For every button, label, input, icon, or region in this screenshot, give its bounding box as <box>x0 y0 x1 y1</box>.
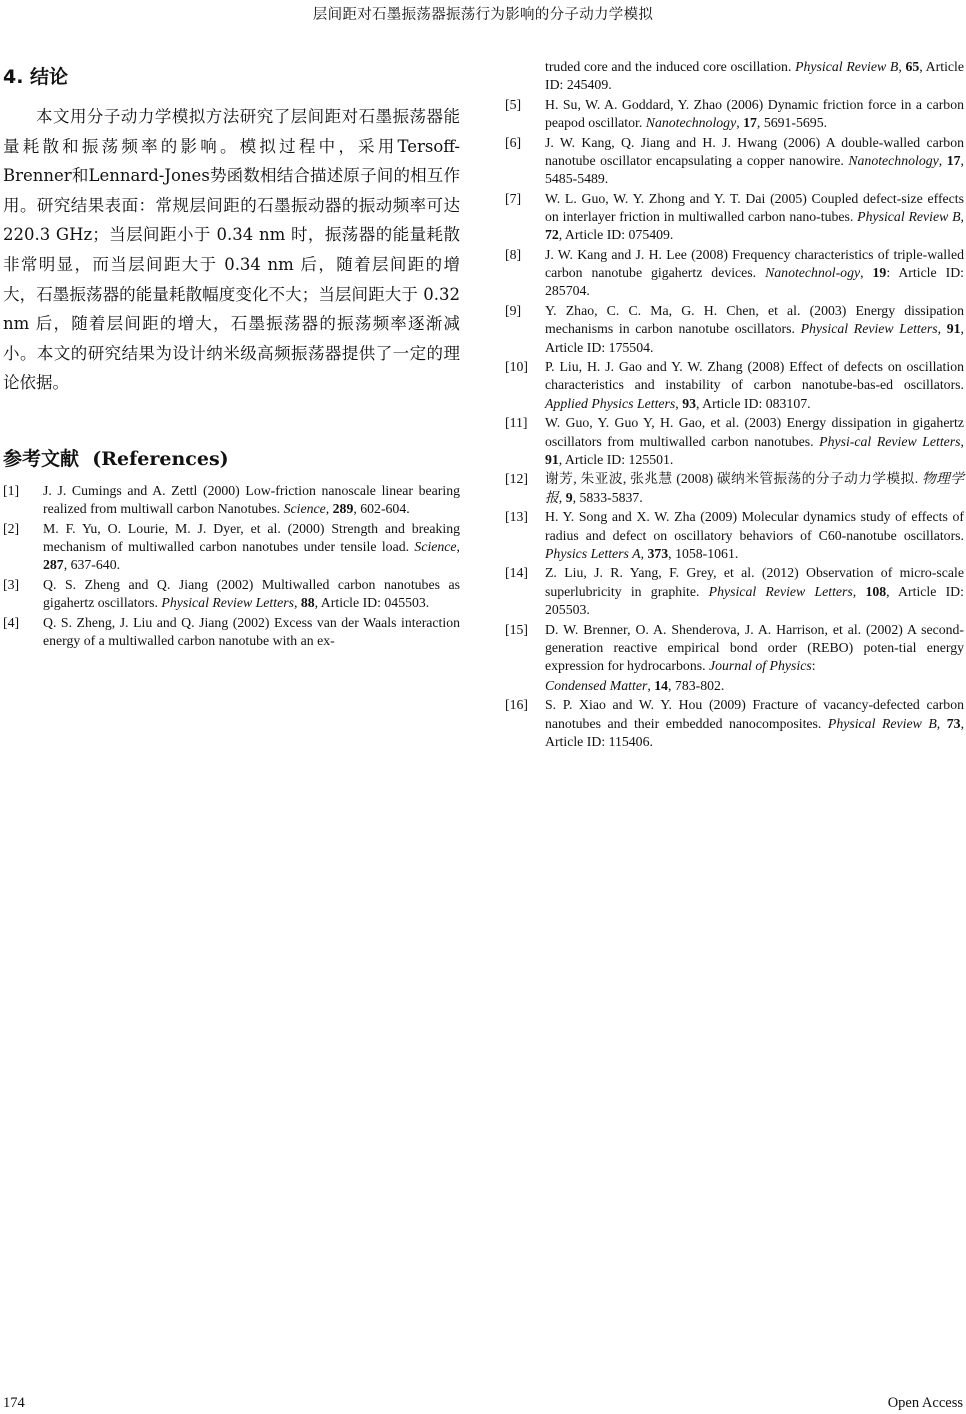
references-heading-en: (References) <box>92 447 229 470</box>
reference-number: [6] <box>505 134 522 150</box>
reference-text: 谢芳, 朱亚波, 张兆慧 (2008) 碳纳米管振荡的分子动力学模拟. 物理学报, 9, 5833-5837. <box>545 471 964 505</box>
reference-number: [2] <box>3 520 20 536</box>
reference-item <box>505 246 964 301</box>
running-header: 层间距对石墨振荡器振荡行为影响的分子动力学模拟 <box>312 7 654 23</box>
reference-item <box>505 677 964 695</box>
reference-number: [8] <box>505 247 522 263</box>
reference-continuation: truded core and the induced core oscillation. Physical Review B, 65, Article ID: 245409. <box>545 59 964 93</box>
left-column <box>3 58 460 652</box>
reference-item <box>505 470 964 506</box>
reference-item <box>505 564 964 619</box>
reference-text: J. W. Kang, Q. Jiang and H. J. Hwang (2006) A double-walled carbon nanotube oscillator encapsulating a copper nanowire. Nanotechnology, 17, 5485-5489. <box>545 134 964 187</box>
reference-item <box>3 614 460 650</box>
page-number: 174 <box>3 1395 25 1411</box>
reference-item <box>505 190 964 245</box>
references-heading-cn: 参考文献 <box>3 447 80 470</box>
reference-number: [10] <box>505 359 528 375</box>
reference-item <box>3 576 460 612</box>
reference-number: [1] <box>3 482 20 498</box>
reference-item <box>505 358 964 413</box>
reference-list-right <box>505 96 964 751</box>
reference-number: [16] <box>505 697 528 713</box>
reference-text: Q. S. Zheng and Q. Jiang (2002) Multiwalled carbon nanotubes as gigahertz oscillators. Physical Review Letters, 88, Article ID: 045503. <box>43 576 460 611</box>
references-heading <box>3 444 460 474</box>
footer-label: Open Access <box>887 1395 963 1411</box>
reference-number: [5] <box>505 96 522 112</box>
reference-number: [12] <box>505 471 528 487</box>
reference-item <box>3 482 460 518</box>
reference-item <box>505 696 964 751</box>
reference-number: [9] <box>505 303 522 319</box>
reference-item <box>505 508 964 563</box>
reference-item <box>505 96 964 132</box>
reference-text: H. Y. Song and X. W. Zha (2009) Molecular dynamics study of effects of radius and defect on oscillatory behaviors of C60-nanotube oscillators. Physics Letters A, 373, 1058-1061. <box>545 509 964 561</box>
reference-text: J. J. Cumings and A. Zettl (2000) Low-friction nanoscale linear bearing realized from multiwall carbon Nanotubes. Science, 289, 602-604. <box>43 482 460 517</box>
reference-text: Y. Zhao, C. C. Ma, G. H. Chen, et al. (2003) Energy dissipation mechanisms in carbon nanotube oscillators. Physical Review Letters, 91, Article ID: 175504. <box>545 303 964 355</box>
reference-text: H. Su, W. A. Goddard, Y. Zhao (2006) Dynamic friction force in a carbon peapod oscillator. Nanotechnology, 17, 5691-5695. <box>545 96 964 131</box>
reference-text: W. L. Guo, W. Y. Zhong and Y. T. Dai (2005) Coupled defect-size effects on interlayer friction in multiwalled carbon nano-tubes. Physical Review B, 72, Article ID: 075409. <box>545 190 964 243</box>
reference-text: W. Guo, Y. Guo Y, H. Gao, et al. (2003) Energy dissipation in gigahertz oscillators from multiwalled carbon nanotubes. Physi-cal Review Letters, 91, Article ID: 125501. <box>545 415 964 467</box>
right-column <box>505 58 964 753</box>
reference-item <box>3 520 460 575</box>
reference-number: [13] <box>505 509 528 525</box>
reference-text: Z. Liu, J. R. Yang, F. Grey, et al. (2012) Observation of micro-scale superlubricity in graphite. Physical Review Letters, 108, Article ID: 205503. <box>545 565 964 617</box>
reference-text: Q. S. Zheng, J. Liu and Q. Jiang (2002) Excess van der Waals interaction energy of a multiwalled carbon nanotube with an ex- <box>43 614 460 649</box>
reference-number: [14] <box>505 565 528 581</box>
reference-item <box>505 302 964 357</box>
reference-item <box>505 414 964 469</box>
reference-number: [4] <box>3 614 20 630</box>
reference-number: [11] <box>505 415 528 431</box>
reference-text: S. P. Xiao and W. Y. Hou (2009) Fracture of vacancy-defected carbon nanotubes and their embedded nanocomposites. Physical Review B, 73, Article ID: 115406. <box>545 697 965 749</box>
reference-number: [7] <box>505 190 522 206</box>
reference-text: M. F. Yu, O. Lourie, M. J. Dyer, et al. (2000) Strength and breaking mechanism of multiwalled carbon nanotubes under tensile load. Science, 287, 637-640. <box>43 520 460 573</box>
reference-text: D. W. Brenner, O. A. Shenderova, J. A. Harrison, et al. (2002) A second-generation reactive empirical bond order (REBO) poten-tial energy expression for hydrocarbons. Journal of Physics: <box>545 621 964 673</box>
reference-item <box>505 134 964 189</box>
reference-text: J. W. Kang and J. H. Lee (2008) Frequency characteristics of triple-walled carbon nanotube gigahertz devices. Nanotechnol-ogy, 19: Article ID: 285704. <box>545 247 964 299</box>
conclusion-paragraph: 本文用分子动力学模拟方法研究了层间距对石墨振荡器能量耗散和振荡频率的影响。模拟过程中，采用Tersoff-Brenner和Lennard-Jones势函数相结合描述原子间的相互作用。研究结果表面：常规层间距的石墨振动器的振动频率可达 220.3 GHz；当层间距小于 0.34 nm 时，振荡器的能量耗散非常明显，而当层间距大于 0.34 nm 后，随着层间距的增大，石墨振荡器的能量耗散幅度变化不大；当层间距大于 0.32 nm 后，随着层间距的增大，石墨振荡器的振荡频率逐渐减小。本文的研究结果为设计纳米级高频振荡器提供了一定的理论依据。 <box>3 107 460 393</box>
reference-text: P. Liu, H. J. Gao and Y. W. Zhang (2008) Effect of defects on oscillation characteristics and instability of carbon nanotube-bas-ed oscillators. Applied Physics Letters, 93, Article ID: 083107. <box>545 359 964 411</box>
reference-number: [3] <box>3 576 20 592</box>
reference-item <box>505 621 964 676</box>
reference-number <box>505 677 545 695</box>
reference-number: [15] <box>505 621 528 637</box>
reference-text: Condensed Matter, 14, 783-802. <box>545 677 725 693</box>
conclusion-heading: 4. 结论 <box>3 66 69 88</box>
reference-list-left <box>3 482 460 650</box>
